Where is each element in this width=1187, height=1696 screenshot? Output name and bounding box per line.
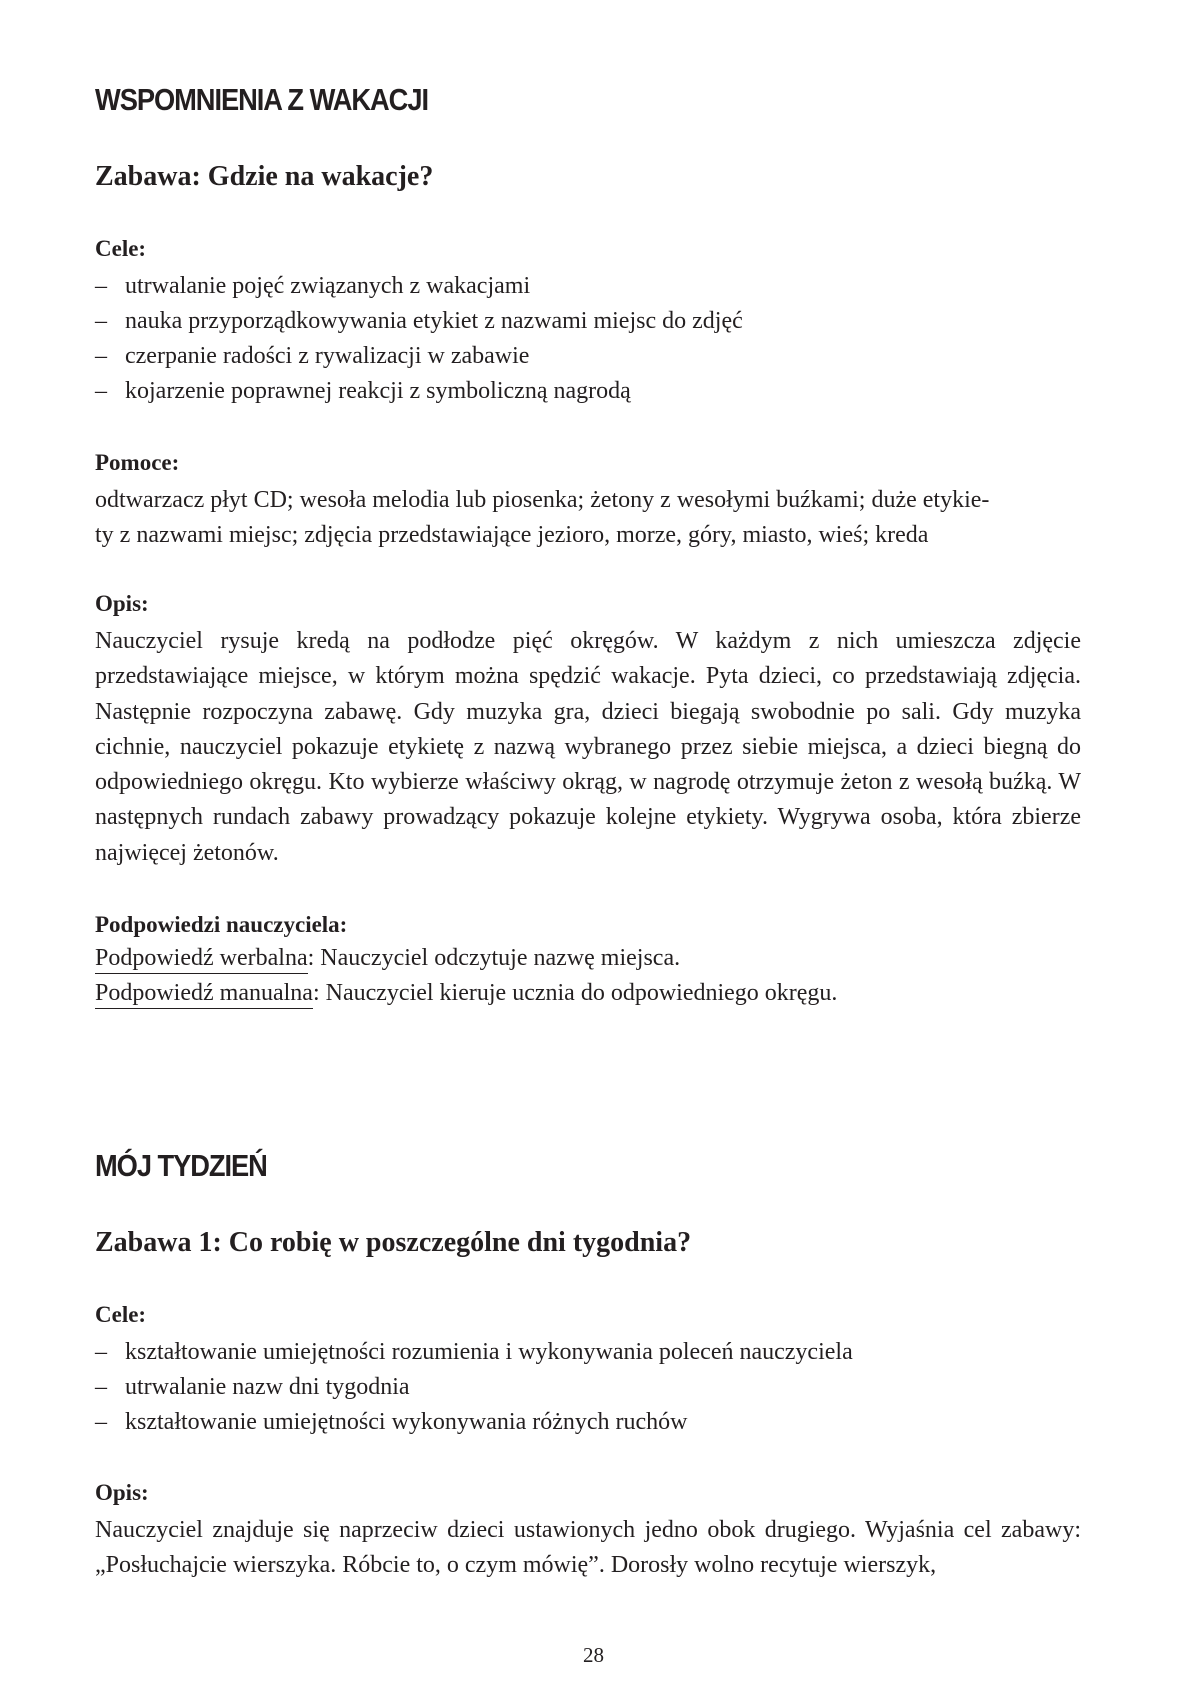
list-item: – utrwalanie nazw dni tygodnia — [95, 1374, 410, 1400]
goals-label: Cele: — [95, 236, 147, 261]
hint-manual: Podpowiedź manualna: Nauczyciel kieruje ucznia do odpowiedniego okręgu. — [95, 980, 837, 1007]
description-label: Opis: — [95, 591, 149, 616]
section-title: WSPOMNIENIA Z WAKACJI — [95, 82, 428, 117]
aids-label: Pomoce: — [95, 450, 180, 475]
hints-label: Podpowiedzi nauczyciela: — [95, 912, 348, 937]
hint-verbal: Podpowiedź werbalna: Nauczyciel odczytuje nazwę miejsca. — [95, 945, 680, 972]
goals-list — [95, 269, 743, 409]
description-label: Opis: — [95, 1480, 149, 1505]
page-number: 28 — [583, 1643, 604, 1667]
list-item: – kształtowanie umiejętności rozumienia i wykonywania poleceń nauczyciela — [95, 1339, 853, 1365]
aids-text: odtwarzacz płyt CD; wesoła melodia lub piosenka; żetony z wesołymi buźkami; duże etykie- ty z nazwami miejsc; zdjęcia przedstawiające jezioro, morze, góry, miasto, wieś; kreda — [95, 487, 990, 549]
list-item: – kojarzenie poprawnej reakcji z symboliczną nagrodą — [95, 378, 631, 404]
description-text: Nauczyciel znajduje się naprzeciw dzieci ustawionych jedno obok drugiego. Wyjaśnia cel zabawy: „Posłuchajcie wierszyka. Róbcie to, o czym mówię”. Dorosły wolno recytuje wierszyk, — [95, 1517, 1081, 1579]
section-title: MÓJ TYDZIEŃ — [95, 1148, 267, 1183]
list-item: – kształtowanie umiejętności wykonywania różnych ruchów — [95, 1409, 688, 1435]
description-text: Nauczyciel rysuje kredą na podłodze pięć okręgów. W każdym z nich umieszcza zdjęcie przedstawiające miejsce, w którym można spędzić wakacje. Pyta dzieci, co przedstawiają zdjęcia. Następnie rozpoczyna zabawę. Gdy muzyka gra, dzieci biegają swobodnie po sali. Gdy muzyka cichnie, nauczyciel pokazuje etykietę z nazwą wybranego przez siebie miejsca, a dzieci biegną do odpowiedniego okręgu. Kto wybierze właściwy okrąg, w nagrodę otrzymuje żeton z wesołą buźką. W następnych rundach zabawy prowadzący pokazuje kolejne etykiety. Wygrywa osoba, która zbierze najwięcej żetonów. — [95, 628, 1081, 866]
list-item: – utrwalanie pojęć związanych z wakacjami — [95, 273, 531, 299]
game-title: Zabawa 1: Co robię w poszczególne dni tygodnia? — [95, 1227, 692, 1258]
game-title: Zabawa: Gdzie na wakacje? — [95, 161, 434, 192]
goals-label: Cele: — [95, 1302, 147, 1327]
list-item: – czerpanie radości z rywalizacji w zabawie — [95, 343, 530, 369]
list-item: – nauka przyporządkowywania etykiet z nazwami miejsc do zdjęć — [95, 308, 743, 334]
goals-list — [95, 1335, 853, 1440]
